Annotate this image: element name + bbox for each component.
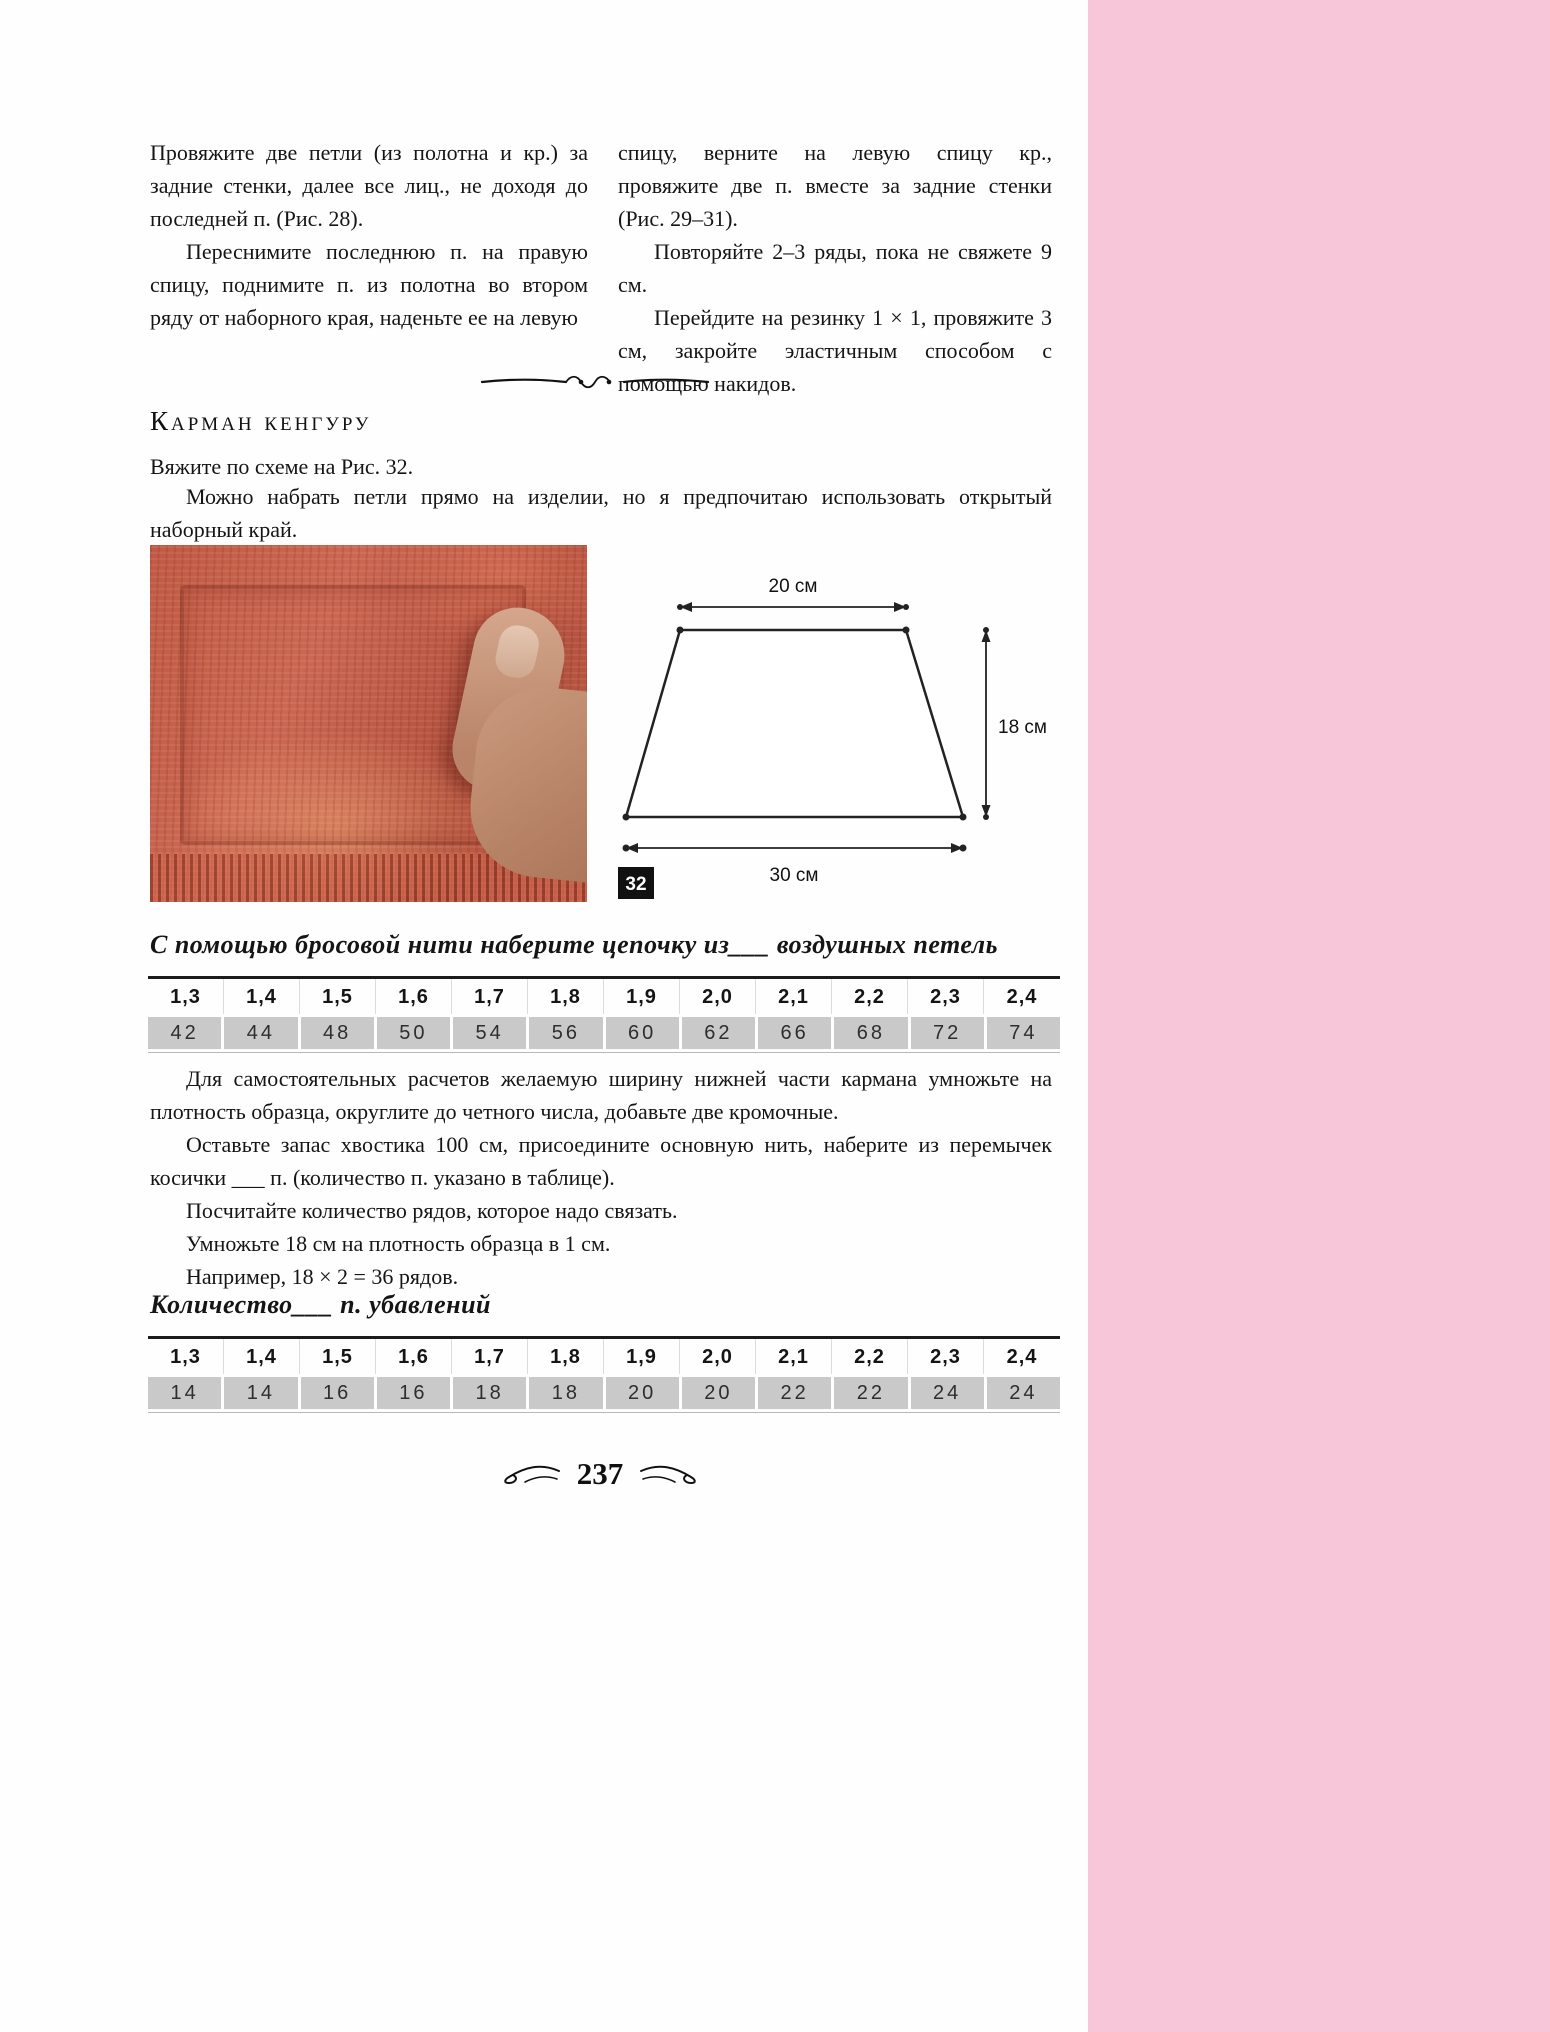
footer-flourish-left-icon (501, 1461, 561, 1487)
chain-value-cell: 74 (987, 1017, 1060, 1049)
decrease-value-cell: 22 (758, 1377, 831, 1409)
paragraph: Переснимите последнюю п. на правую спицу, поднимите п. из полотна во втором ряду от наборного края, наденьте ее на левую (150, 239, 588, 330)
chain-value-cell: 44 (224, 1017, 297, 1049)
dimension-label-bottom: 30 см (769, 865, 819, 886)
chain-value-cell: 42 (148, 1017, 221, 1049)
page-number: 237 (576, 1456, 624, 1491)
paragraph: Провяжите две петли (из полотна и кр.) за задние стенки, далее все лиц., не доходя до последней п. (Рис. 28). (150, 140, 588, 231)
paragraph: Посчитайте количество рядов, которое надо связать. (186, 1198, 678, 1223)
thumbnail-nail (492, 622, 542, 681)
gauge-header-cell: 1,7 (452, 979, 528, 1014)
gauge-header-cell: 1,6 (376, 979, 452, 1014)
gauge-header-cell: 2,2 (832, 979, 908, 1014)
decreases-table-caption: Количество___ п. убавлений (150, 1290, 492, 1319)
decrease-value-cell: 20 (682, 1377, 755, 1409)
chain-value-cell: 68 (834, 1017, 907, 1049)
decrease-value-cell: 14 (224, 1377, 297, 1409)
page-edge-pink-strip (1088, 0, 1550, 2032)
section-heading: Карман кенгуру (150, 406, 372, 436)
gauge-header-row (148, 976, 1060, 1014)
gauge-header-cell: 1,8 (528, 1339, 604, 1374)
gauge-header-cell: 1,7 (452, 1339, 528, 1374)
decrease-value-cell: 18 (453, 1377, 526, 1409)
dimension-label-right: 18 см (998, 717, 1047, 738)
chain-value-cell: 48 (301, 1017, 374, 1049)
gauge-header-cell: 2,3 (908, 1339, 984, 1374)
page-footer (150, 1456, 1050, 1492)
knitted-pocket-photo (150, 545, 587, 902)
gauge-header-cell: 2,1 (756, 1339, 832, 1374)
instructions-block (150, 1062, 1052, 1293)
pocket-scheme-figure (618, 545, 1050, 905)
decrease-value-cell: 14 (148, 1377, 221, 1409)
gauge-header-cell: 1,5 (300, 1339, 376, 1374)
decrease-value-cell: 16 (301, 1377, 374, 1409)
section-divider-ornament (478, 372, 712, 392)
decrease-value-cell: 18 (529, 1377, 602, 1409)
chain-value-cell: 62 (682, 1017, 755, 1049)
decrease-value-cell: 16 (377, 1377, 450, 1409)
paragraph: Например, 18 × 2 = 36 рядов. (186, 1264, 459, 1289)
gauge-header-cell: 2,3 (908, 979, 984, 1014)
gauge-header-cell: 1,4 (224, 979, 300, 1014)
gauge-header-row (148, 1336, 1060, 1374)
decrease-value-cell: 22 (834, 1377, 907, 1409)
paragraph: Оставьте запас хвостика 100 см, присоедините основную нить, наберите из перемычек косички ___ п. (количество п. указано в таблице). (150, 1132, 1052, 1190)
gauge-header-cell: 1,4 (224, 1339, 300, 1374)
intro-right-column (618, 136, 1052, 400)
gauge-header-cell: 2,4 (1006, 986, 1038, 1008)
paragraph: спицу, верните на левую спицу кр., провяжите две п. вместе за задние стенки (Рис. 29–31). (618, 140, 1052, 231)
chain-value-cell: 60 (606, 1017, 679, 1049)
gauge-header-cell: 1,8 (528, 979, 604, 1014)
decreases-values-row (148, 1374, 1060, 1409)
chain-value-cell: 66 (758, 1017, 831, 1049)
trapezoid-diagram (618, 545, 1050, 905)
gauge-header-cell: 2,0 (680, 1339, 756, 1374)
paragraph: Для самостоятельных расчетов желаемую ширину нижней части кармана умножьте на плотность образца, округлите до четного числа, добавьте две кромочные. (150, 1066, 1052, 1124)
chain-values-row (148, 1014, 1060, 1049)
decrease-value-cell: 24 (911, 1377, 984, 1409)
gauge-header-cell: 2,4 (1006, 1346, 1038, 1368)
decrease-value-cell: 20 (606, 1377, 679, 1409)
chain-stitches-table (148, 976, 1060, 1053)
gauge-header-cell: 1,5 (300, 979, 376, 1014)
decreases-table (148, 1336, 1060, 1413)
figure-number-badge: 32 (625, 874, 647, 895)
paragraph: Можно набрать петли прямо на изделии, но я предпочитаю использовать открытый наборный край. (150, 484, 1052, 542)
gauge-header-cell: 1,6 (376, 1339, 452, 1374)
chain-value-cell: 50 (377, 1017, 450, 1049)
chain-value-cell: 54 (453, 1017, 526, 1049)
decrease-value-cell: 24 (987, 1377, 1060, 1409)
gauge-header-cell: 2,2 (832, 1339, 908, 1374)
paragraph: Повторяйте 2–3 ряды, пока не свяжете 9 см. (618, 239, 1052, 297)
dimension-label-top: 20 см (768, 576, 818, 597)
chain-value-cell: 56 (529, 1017, 602, 1049)
paragraph: Перейдите на резинку 1 × 1, провяжите 3 см, закройте эластичным способом с помощью накидов. (618, 305, 1052, 396)
footer-flourish-right-icon (639, 1461, 699, 1487)
gauge-header-cell: 2,1 (756, 979, 832, 1014)
chain-table-caption: С помощью бросовой нити наберите цепочку из___ воздушных петель (150, 930, 999, 959)
gauge-header-cell: 1,3 (148, 979, 224, 1014)
paragraph: Умножьте 18 см на плотность образца в 1 см. (186, 1231, 611, 1256)
gauge-header-cell: 2,0 (680, 979, 756, 1014)
divider-swirl-icon (478, 372, 712, 392)
intro-left-column (150, 136, 588, 334)
gauge-header-cell: 1,9 (604, 979, 680, 1014)
chain-value-cell: 72 (911, 1017, 984, 1049)
section-subtitle: Вяжите по схеме на Рис. 32. (150, 454, 414, 479)
gauge-header-cell: 1,3 (148, 1339, 224, 1374)
gauge-header-cell: 1,9 (604, 1339, 680, 1374)
